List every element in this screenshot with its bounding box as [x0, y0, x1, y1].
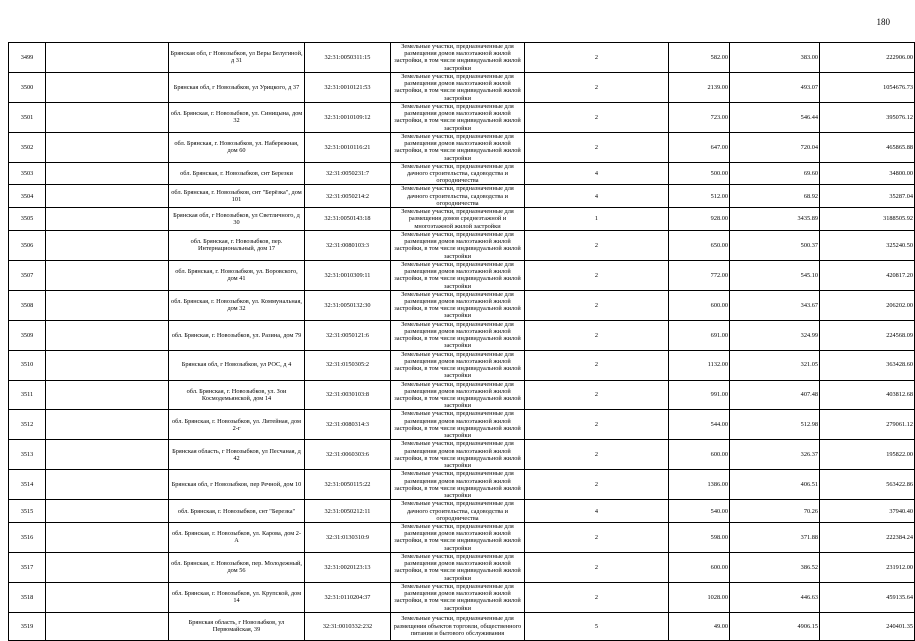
area-cell: 500.00	[669, 162, 730, 185]
table-row	[9, 500, 915, 523]
cadastral-number-cell: 32:31:0030103:8	[305, 380, 391, 410]
group-cell: 2	[525, 440, 669, 470]
empty-cell	[46, 162, 169, 185]
land-use-cell: Земельные участки, предназначенные для размещения домов малоэтажной жилой застройки, в том числе индивидуальной жилой застройки	[391, 132, 525, 162]
row-number: 3509	[9, 320, 46, 350]
group-cell: 2	[525, 43, 669, 73]
empty-cell	[46, 132, 169, 162]
land-use-cell: Земельные участки, предназначенные для размещения домов малоэтажной жилой застройки, в том числе индивидуальной жилой застройки	[391, 320, 525, 350]
empty-cell	[46, 43, 169, 73]
cadastral-number-cell: 32:31:0010121:53	[305, 72, 391, 102]
area-cell: 49.00	[669, 612, 730, 640]
group-cell: 2	[525, 132, 669, 162]
land-use-cell: Земельные участки, предназначенные для размещения домов малоэтажной жилой застройки, в том числе индивидуальной жилой застройки	[391, 290, 525, 320]
row-number: 3499	[9, 43, 46, 73]
land-registry-table	[8, 42, 915, 641]
row-number: 3510	[9, 350, 46, 380]
group-cell: 2	[525, 320, 669, 350]
table-row	[9, 582, 915, 612]
cadastral-number-cell: 32:31:0050311:15	[305, 43, 391, 73]
row-number: 3518	[9, 582, 46, 612]
table-row	[9, 470, 915, 500]
area-cell: 691.00	[669, 320, 730, 350]
specific-value-cell: 324.99	[730, 320, 820, 350]
specific-value-cell: 3435.89	[730, 208, 820, 231]
cadastral-value-cell: 222384.24	[820, 523, 915, 553]
group-cell: 2	[525, 260, 669, 290]
specific-value-cell: 70.26	[730, 500, 820, 523]
cadastral-value-cell: 1054676.73	[820, 72, 915, 102]
table-row	[9, 208, 915, 231]
land-use-cell: Земельные участки, предназначенные для размещения домов малоэтажной жилой застройки, в том числе индивидуальной жилой застройки	[391, 102, 525, 132]
cadastral-number-cell: 32:31:0020123:13	[305, 552, 391, 582]
row-number: 3514	[9, 470, 46, 500]
address-cell: обл. Брянская, г. Новозыбков, снт Березки	[169, 162, 305, 185]
cadastral-value-cell: 363428.60	[820, 350, 915, 380]
specific-value-cell: 326.37	[730, 440, 820, 470]
row-number: 3516	[9, 523, 46, 553]
specific-value-cell: 321.05	[730, 350, 820, 380]
land-use-cell: Земельные участки, предназначенные для размещения домов малоэтажной жилой застройки, в том числе индивидуальной жилой застройки	[391, 523, 525, 553]
address-cell: Брянская обл, г Новозыбков, пер Речной, дом 10	[169, 470, 305, 500]
table-row	[9, 260, 915, 290]
empty-cell	[46, 230, 169, 260]
address-cell: Брянская область, г Новозыбков, ул Песчаная, д 42	[169, 440, 305, 470]
land-use-cell: Земельные участки, предназначенные для размещения домов малоэтажной жилой застройки, в том числе индивидуальной жилой застройки	[391, 43, 525, 73]
land-use-cell: Земельные участки, предназначенные для дачного строительства, садоводства и огородничества	[391, 162, 525, 185]
empty-cell	[46, 612, 169, 640]
area-cell: 600.00	[669, 552, 730, 582]
row-number: 3515	[9, 500, 46, 523]
cadastral-value-cell: 563422.86	[820, 470, 915, 500]
specific-value-cell: 69.60	[730, 162, 820, 185]
cadastral-value-cell: 395076.12	[820, 102, 915, 132]
area-cell: 647.00	[669, 132, 730, 162]
group-cell: 1	[525, 208, 669, 231]
address-cell: Брянская область, г Новозыбков, ул Первомайская, 39	[169, 612, 305, 640]
group-cell: 2	[525, 290, 669, 320]
empty-cell	[46, 185, 169, 208]
area-cell: 772.00	[669, 260, 730, 290]
cadastral-number-cell: 32:31:0110204:37	[305, 582, 391, 612]
row-number: 3500	[9, 72, 46, 102]
land-use-cell: Земельные участки, предназначенные для размещения домов малоэтажной жилой застройки, в том числе индивидуальной жилой застройки	[391, 72, 525, 102]
row-number: 3505	[9, 208, 46, 231]
cadastral-value-cell: 231912.00	[820, 552, 915, 582]
row-number: 3511	[9, 380, 46, 410]
cadastral-number-cell: 32:31:0050212:11	[305, 500, 391, 523]
area-cell: 1386.00	[669, 470, 730, 500]
cadastral-value-cell: 206202.00	[820, 290, 915, 320]
table-row	[9, 552, 915, 582]
cadastral-value-cell: 3188505.92	[820, 208, 915, 231]
area-cell: 650.00	[669, 230, 730, 260]
land-use-cell: Земельные участки, предназначенные для размещения домов малоэтажной жилой застройки, в том числе индивидуальной жилой застройки	[391, 230, 525, 260]
empty-cell	[46, 290, 169, 320]
specific-value-cell: 512.98	[730, 410, 820, 440]
cadastral-number-cell: 32:31:0010309:11	[305, 260, 391, 290]
cadastral-number-cell: 32:31:0010109:12	[305, 102, 391, 132]
address-cell: обл. Брянская, г. Новозыбков, ул. Литейная, дом 2-г	[169, 410, 305, 440]
table-row	[9, 290, 915, 320]
area-cell: 600.00	[669, 440, 730, 470]
row-number: 3502	[9, 132, 46, 162]
table-row	[9, 523, 915, 553]
specific-value-cell: 68.92	[730, 185, 820, 208]
group-cell: 2	[525, 552, 669, 582]
address-cell: обл. Брянская, г. Новозыбков, снт "Березка"	[169, 500, 305, 523]
table-row	[9, 185, 915, 208]
cadastral-value-cell: 403812.68	[820, 380, 915, 410]
group-cell: 2	[525, 380, 669, 410]
table-row	[9, 43, 915, 73]
cadastral-value-cell: 34800.00	[820, 162, 915, 185]
table-row	[9, 380, 915, 410]
cadastral-value-cell: 279061.12	[820, 410, 915, 440]
address-cell: обл. Брянская, г. Новозыбков, ул. Синицына, дом 32	[169, 102, 305, 132]
group-cell: 2	[525, 523, 669, 553]
specific-value-cell: 406.51	[730, 470, 820, 500]
area-cell: 600.00	[669, 290, 730, 320]
land-use-cell: Земельные участки, предназначенные для размещения домов малоэтажной жилой застройки, в том числе индивидуальной жилой застройки	[391, 470, 525, 500]
table-body	[9, 43, 915, 641]
land-use-cell: Земельные участки, предназначенные для размещения домов малоэтажной жилой застройки, в том числе индивидуальной жилой застройки	[391, 582, 525, 612]
cadastral-number-cell: 32:31:0010332:232	[305, 612, 391, 640]
specific-value-cell: 383.00	[730, 43, 820, 73]
area-cell: 2139.00	[669, 72, 730, 102]
cadastral-number-cell: 32:31:0050115:22	[305, 470, 391, 500]
table-row	[9, 410, 915, 440]
empty-cell	[46, 500, 169, 523]
group-cell: 2	[525, 230, 669, 260]
cadastral-number-cell: 32:31:0050214:2	[305, 185, 391, 208]
group-cell: 4	[525, 500, 669, 523]
area-cell: 723.00	[669, 102, 730, 132]
land-use-cell: Земельные участки, предназначенные для размещения домов малоэтажной жилой застройки, в том числе индивидуальной жилой застройки	[391, 350, 525, 380]
empty-cell	[46, 102, 169, 132]
address-cell: обл. Брянская, г. Новозыбков, ул. Зои Космодемьянской, дом 14	[169, 380, 305, 410]
row-number: 3507	[9, 260, 46, 290]
table-row	[9, 440, 915, 470]
group-cell: 4	[525, 162, 669, 185]
empty-cell	[46, 440, 169, 470]
specific-value-cell: 546.44	[730, 102, 820, 132]
cadastral-number-cell: 32:31:0130310:9	[305, 523, 391, 553]
empty-cell	[46, 260, 169, 290]
address-cell: обл. Брянская, г. Новозыбков, ул. Коммунальная, дом 32	[169, 290, 305, 320]
table-row	[9, 350, 915, 380]
address-cell: Брянская обл, г Новозыбков, ул Урицкого, д 37	[169, 72, 305, 102]
address-cell: обл. Брянская, г. Новозыбков, ул. Карова, дом 2-А	[169, 523, 305, 553]
land-use-cell: Земельные участки, предназначенные для размещения домов малоэтажной жилой застройки, в том числе индивидуальной жилой застройки	[391, 552, 525, 582]
land-use-cell: Земельные участки, предназначенные для дачного строительства, садоводства и огородничества	[391, 185, 525, 208]
land-use-cell: Земельные участки, предназначенные для размещения домов малоэтажной жилой застройки, в том числе индивидуальной жилой застройки	[391, 440, 525, 470]
land-use-cell: Земельные участки, предназначенные для размещения объектов торговли, общественного питания и бытового обслуживания	[391, 612, 525, 640]
area-cell: 1028.00	[669, 582, 730, 612]
address-cell: обл. Брянская, г. Новозыбков, пер. Интернациональный, дом 17	[169, 230, 305, 260]
area-cell: 928.00	[669, 208, 730, 231]
group-cell: 4	[525, 185, 669, 208]
specific-value-cell: 720.04	[730, 132, 820, 162]
specific-value-cell: 386.52	[730, 552, 820, 582]
area-cell: 582.00	[669, 43, 730, 73]
page-number: 180	[876, 17, 890, 27]
cadastral-number-cell: 32:31:0050231:7	[305, 162, 391, 185]
empty-cell	[46, 320, 169, 350]
specific-value-cell: 493.07	[730, 72, 820, 102]
cadastral-value-cell: 465865.88	[820, 132, 915, 162]
table-row	[9, 162, 915, 185]
specific-value-cell: 371.88	[730, 523, 820, 553]
specific-value-cell: 500.37	[730, 230, 820, 260]
cadastral-number-cell: 32:31:0050132:30	[305, 290, 391, 320]
group-cell: 5	[525, 612, 669, 640]
specific-value-cell: 446.63	[730, 582, 820, 612]
cadastral-value-cell: 224568.09	[820, 320, 915, 350]
land-use-cell: Земельные участки, предназначенные для дачного строительства, садоводства и огородничества	[391, 500, 525, 523]
address-cell: обл. Брянская, г. Новозыбков, пер. Молодежный, дом 56	[169, 552, 305, 582]
table-row	[9, 230, 915, 260]
land-use-cell: Земельные участки, предназначенные для размещения домов малоэтажной жилой застройки, в том числе индивидуальной жилой застройки	[391, 260, 525, 290]
row-number: 3504	[9, 185, 46, 208]
empty-cell	[46, 410, 169, 440]
cadastral-value-cell: 325240.50	[820, 230, 915, 260]
group-cell: 2	[525, 350, 669, 380]
specific-value-cell: 343.67	[730, 290, 820, 320]
cadastral-number-cell: 32:31:0050143:18	[305, 208, 391, 231]
group-cell: 2	[525, 410, 669, 440]
empty-cell	[46, 350, 169, 380]
area-cell: 540.00	[669, 500, 730, 523]
land-use-cell: Земельные участки, предназначенные для размещения домов малоэтажной жилой застройки, в том числе индивидуальной жилой застройки	[391, 380, 525, 410]
row-number: 3501	[9, 102, 46, 132]
address-cell: Брянская обл, г Новозыбков, ул Светличного, д 30	[169, 208, 305, 231]
group-cell: 2	[525, 72, 669, 102]
cadastral-value-cell: 35287.04	[820, 185, 915, 208]
area-cell: 1132.00	[669, 350, 730, 380]
cadastral-number-cell: 32:31:0080314:3	[305, 410, 391, 440]
row-number: 3503	[9, 162, 46, 185]
row-number: 3512	[9, 410, 46, 440]
table-row	[9, 320, 915, 350]
empty-cell	[46, 470, 169, 500]
address-cell: Брянская обл, г Новозыбков, ул РОС, д 4	[169, 350, 305, 380]
row-number: 3506	[9, 230, 46, 260]
area-cell: 544.00	[669, 410, 730, 440]
cadastral-value-cell: 222906.00	[820, 43, 915, 73]
cadastral-value-cell: 420817.20	[820, 260, 915, 290]
address-cell: обл. Брянская, г. Новозыбков, ул. Крупской, дом 14	[169, 582, 305, 612]
group-cell: 2	[525, 582, 669, 612]
specific-value-cell: 4906.15	[730, 612, 820, 640]
empty-cell	[46, 523, 169, 553]
cadastral-value-cell: 195822.00	[820, 440, 915, 470]
row-number: 3517	[9, 552, 46, 582]
cadastral-value-cell: 240401.35	[820, 612, 915, 640]
table-row	[9, 102, 915, 132]
table-row	[9, 132, 915, 162]
empty-cell	[46, 208, 169, 231]
row-number: 3508	[9, 290, 46, 320]
empty-cell	[46, 380, 169, 410]
row-number: 3519	[9, 612, 46, 640]
address-cell: обл. Брянская, г. Новозыбков, ул. Разина, дом 79	[169, 320, 305, 350]
area-cell: 598.00	[669, 523, 730, 553]
cadastral-number-cell: 32:31:0010116:21	[305, 132, 391, 162]
cadastral-number-cell: 32:31:0050121:6	[305, 320, 391, 350]
area-cell: 991.00	[669, 380, 730, 410]
cadastral-value-cell: 37940.40	[820, 500, 915, 523]
address-cell: обл. Брянская, г. Новозыбков, ул. Воровского, дом 41	[169, 260, 305, 290]
address-cell: обл. Брянская, г. Новозыбков, ул. Набережная, дом 60	[169, 132, 305, 162]
cadastral-number-cell: 32:31:0080103:3	[305, 230, 391, 260]
specific-value-cell: 407.48	[730, 380, 820, 410]
cadastral-number-cell: 32:31:0150305:2	[305, 350, 391, 380]
empty-cell	[46, 72, 169, 102]
land-use-cell: Земельные участки, предназначенные для размещения домов малоэтажной жилой застройки, в том числе индивидуальной жилой застройки	[391, 410, 525, 440]
address-cell: Брянская обл, г Новозыбков, ул Веры Белугиной, д 31	[169, 43, 305, 73]
empty-cell	[46, 552, 169, 582]
group-cell: 2	[525, 102, 669, 132]
empty-cell	[46, 582, 169, 612]
table-row	[9, 612, 915, 640]
cadastral-value-cell: 459135.64	[820, 582, 915, 612]
row-number: 3513	[9, 440, 46, 470]
area-cell: 512.00	[669, 185, 730, 208]
table-row	[9, 72, 915, 102]
address-cell: обл. Брянская, г. Новозыбков, снт "Берёзка", дом 101	[169, 185, 305, 208]
cadastral-number-cell: 32:31:0060303:6	[305, 440, 391, 470]
specific-value-cell: 545.10	[730, 260, 820, 290]
group-cell: 2	[525, 470, 669, 500]
land-use-cell: Земельные участки, предназначенные для размещения домов среднеэтажной и многоэтажной жилой застройки	[391, 208, 525, 231]
